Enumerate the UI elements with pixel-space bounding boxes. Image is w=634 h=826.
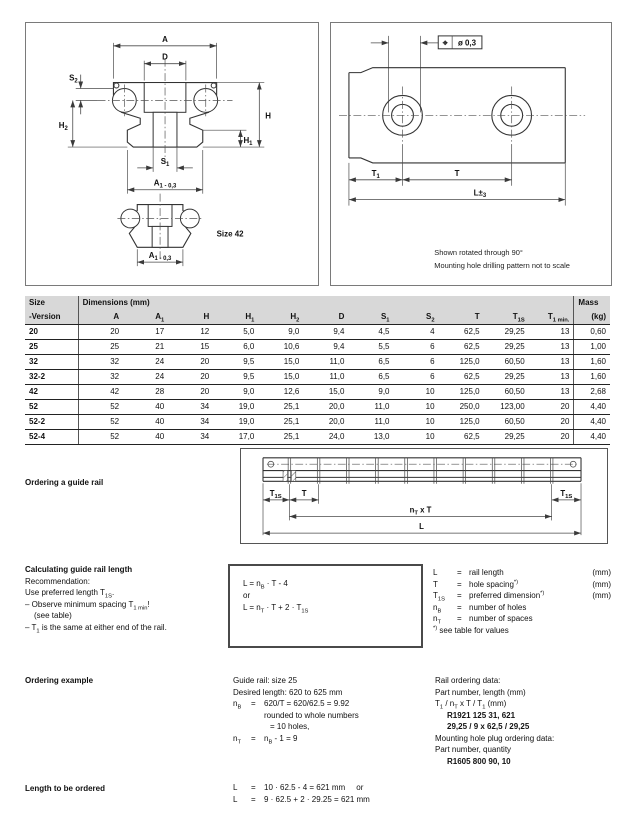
dimension-cell: 6,0 — [213, 340, 258, 355]
dimension-cell: 17,0 — [213, 430, 258, 445]
rail-length-drawing-frame — [240, 448, 608, 544]
dimension-cell: 25,1 — [258, 415, 303, 430]
size-version-cell: 52-4 — [25, 430, 78, 445]
dimension-cell: 6 — [394, 340, 439, 355]
dimension-cell: 9,5 — [213, 370, 258, 385]
dimension-cell: 52 — [78, 415, 123, 430]
calc-section — [25, 564, 227, 633]
dimension-cell: 5,0 — [213, 325, 258, 340]
dimension-cell: 9,0 — [348, 385, 393, 400]
text-line: Mounting hole plug ordering data: — [435, 733, 555, 743]
mass-cell: 1,60 — [574, 370, 610, 385]
formula-line: $L = n_B \cdot T - 4$ — [243, 579, 288, 591]
dim-label-T1S-right: $T_{1S}$ — [560, 488, 573, 500]
dim-label-S2: $S_2$ — [69, 73, 78, 85]
hole-plug-hatch-right — [291, 471, 295, 482]
dimension-cell: 11,0 — [303, 355, 348, 370]
calc-line: Recommendation: — [25, 576, 90, 586]
dimension-cell: 29,25 — [484, 340, 529, 355]
dimension-cell: 123,00 — [484, 400, 529, 415]
dim-label-D: D — [162, 52, 168, 62]
size-version-cell: 52-2 — [25, 415, 78, 430]
column-header: A — [78, 310, 123, 325]
length-lines — [233, 782, 493, 806]
text-line: Desired length: 620 to 625 mm — [233, 687, 343, 697]
dimension-cell: 32 — [78, 355, 123, 370]
dimension-cell: 6 — [394, 355, 439, 370]
dimension-cell: 125,0 — [439, 385, 484, 400]
formula-box — [228, 564, 423, 648]
dim-label-nT-x-T: $n_T$ x T — [409, 505, 432, 517]
dimension-cell: 12 — [168, 325, 213, 340]
text-line: Part number, quantity — [435, 745, 512, 754]
dimension-cell: 60,50 — [484, 385, 529, 400]
table-row — [25, 370, 610, 385]
dimension-cell: 125,0 — [439, 415, 484, 430]
dimension-cell: 13 — [529, 340, 574, 355]
dimension-cell: 25,1 — [258, 430, 303, 445]
table-header-row — [25, 296, 610, 310]
text-line: Guide rail: size 25 — [233, 676, 298, 685]
dimension-cell: 19,0 — [213, 415, 258, 430]
mass-cell: 0,60 — [574, 325, 610, 340]
dimension-cell: 6,5 — [348, 370, 393, 385]
dimension-cell: 10 — [394, 415, 439, 430]
dimension-cell: 20 — [168, 385, 213, 400]
dimension-cell: 24,0 — [303, 430, 348, 445]
hole-pattern-drawing-frame — [330, 22, 612, 286]
cross-section-drawing — [26, 23, 316, 283]
mass-cell: 1,60 — [574, 355, 610, 370]
dimension-cell: 9,0 — [213, 385, 258, 400]
column-header: $S_1$ — [348, 310, 393, 325]
table-body — [25, 325, 610, 445]
dimension-cell: 15,0 — [258, 355, 303, 370]
dimension-cell: 62,5 — [439, 325, 484, 340]
mass-cell: 4,40 — [574, 415, 610, 430]
dimension-cell: 29,25 — [484, 430, 529, 445]
dimension-cell: 11,0 — [348, 415, 393, 430]
text-line: R1921 125 31, 621 — [447, 710, 516, 720]
size-version-cell: 20 — [25, 325, 78, 340]
size-version-cell: 32 — [25, 355, 78, 370]
dimension-cell: 10,6 — [258, 340, 303, 355]
dimension-cell: 20 — [168, 355, 213, 370]
dimension-cell: 32 — [78, 370, 123, 385]
dimension-cell: 62,5 — [439, 370, 484, 385]
drawing-note-2: Mounting hole drilling pattern not to scale — [434, 261, 570, 271]
mass-cell: 2,68 — [574, 385, 610, 400]
legend-footnote: *) see table for values — [433, 625, 509, 635]
mass-header: Mass — [574, 296, 610, 310]
dimension-cell: 10 — [394, 385, 439, 400]
size-version-cell: 25 — [25, 340, 78, 355]
text-line: 29,25 / 9 x 62,5 / 29,25 — [447, 722, 530, 731]
table-row — [25, 340, 610, 355]
text-line: L = 9 · 62.5 + 2 · 29.25 = 621 mm — [233, 795, 370, 804]
dimension-cell: 125,0 — [439, 355, 484, 370]
text-line: $n_B$ = 620/T = 620/62.5 = 9.92 — [233, 699, 350, 711]
text-line: rounded to whole numbers — [264, 710, 359, 720]
dimension-cell: 10 — [394, 430, 439, 445]
dimension-cell: 13,0 — [348, 430, 393, 445]
table-row — [25, 385, 610, 400]
dimension-cell: 4,5 — [348, 325, 393, 340]
calc-line: Use preferred length $T_{1S}$. — [25, 588, 115, 600]
text-line: $T_1 / n_T$ x T / $T_1$ (mm) — [435, 699, 507, 711]
size-version-cell: 52 — [25, 400, 78, 415]
wire-left — [114, 83, 119, 88]
text-line: $n_T$ = $n_B - 1 = 9$ — [233, 733, 298, 746]
wire-right — [211, 83, 216, 88]
dimension-cell: 13 — [529, 355, 574, 370]
text-line: L = 10 · 62.5 - 4 = 621 mm or — [233, 783, 364, 792]
dimension-cell: 52 — [78, 430, 123, 445]
dimension-cell: 29,25 — [484, 370, 529, 385]
legend-row: $n_B$ = number of holes — [433, 602, 527, 615]
mass-cell: 4,40 — [574, 430, 610, 445]
dimensions-table — [25, 296, 610, 445]
size-version-cell: 42 — [25, 385, 78, 400]
column-header: D — [303, 310, 348, 325]
rail-side-view — [263, 458, 581, 481]
dimension-cell: 29,25 — [484, 325, 529, 340]
dimension-cell: 20,0 — [303, 415, 348, 430]
dimension-cell: 24 — [123, 355, 168, 370]
dimension-cell: 62,5 — [439, 340, 484, 355]
legend — [433, 567, 611, 637]
legend-rows — [433, 567, 611, 625]
dim-label-T1: $T_1$ — [371, 168, 380, 180]
dim-label-rail-L: L — [419, 522, 424, 532]
column-header: $H_1$ — [213, 310, 258, 325]
dim-label-L: L±3 — [473, 188, 487, 200]
dimensions-header: Dimensions (mm) — [78, 296, 574, 310]
formula-line: or — [243, 591, 251, 600]
dimension-cell: 20 — [529, 415, 574, 430]
hole-pattern-drawing — [331, 23, 609, 283]
dimension-cell: 10 — [394, 400, 439, 415]
mass-cell: 1,00 — [574, 340, 610, 355]
column-header: $T_{1S}$ — [484, 310, 529, 325]
column-header: H — [168, 310, 213, 325]
dimension-cell: 15 — [168, 340, 213, 355]
dim-label-A1: $A_{1 - 0,3}$ — [153, 178, 177, 190]
column-header: $A_1$ — [123, 310, 168, 325]
section-title-length-ordered: Length to be ordered — [25, 784, 105, 793]
legend-row: L = rail length (mm) — [433, 568, 611, 577]
dimension-cell: 11,0 — [303, 370, 348, 385]
size-version-cell: 32-2 — [25, 370, 78, 385]
dimension-cell: 28 — [123, 385, 168, 400]
dim-label-T1S-left: $T_{1S}$ — [269, 488, 282, 500]
cross-section-drawing-frame — [25, 22, 319, 286]
dimension-cell: 12,6 — [258, 385, 303, 400]
dimension-cell: 60,50 — [484, 355, 529, 370]
position-tolerance-icon: ⌖ — [442, 37, 448, 48]
dim-label-A1-small: $A_{1 - 0,3}$ — [148, 251, 172, 263]
dimension-cell: 25 — [78, 340, 123, 355]
legend-row: T = hole spacing*) (mm) — [433, 578, 611, 589]
dim-label-H: H — [265, 111, 272, 121]
dimension-cell: 11,0 — [348, 400, 393, 415]
mass-unit-subheader: (kg) — [574, 310, 610, 325]
dimension-cell: 4 — [394, 325, 439, 340]
dim-label-rail-T: T — [301, 488, 307, 498]
column-header: $H_2$ — [258, 310, 303, 325]
size-note: Size 42 — [216, 229, 244, 239]
dim-label-H1: $H_1$ — [243, 136, 253, 148]
size-header: Size — [25, 296, 78, 310]
text-line: = 10 holes, — [270, 722, 310, 731]
table-row — [25, 355, 610, 370]
dimension-cell: 52 — [78, 400, 123, 415]
dimension-cell: 34 — [168, 415, 213, 430]
dim-label-H2: $H_2$ — [58, 121, 68, 133]
section-title-ordering-rail: Ordering a guide rail — [25, 478, 104, 487]
mass-cell: 4,40 — [574, 400, 610, 415]
rail-length-drawing — [241, 449, 604, 540]
dimension-cell: 17 — [123, 325, 168, 340]
dimension-cell: 9,4 — [303, 340, 348, 355]
dimension-cell: 40 — [123, 400, 168, 415]
dimension-cell: 13 — [529, 370, 574, 385]
dimension-cell: 42 — [78, 385, 123, 400]
dimension-cell: 24 — [123, 370, 168, 385]
legend-row: $n_T$ = number of spaces — [433, 614, 533, 626]
table-columns-row — [25, 310, 610, 325]
column-header: $S_2$ — [394, 310, 439, 325]
column-header: $T_{1 min.}$ — [529, 310, 574, 325]
dim-label-A: A — [162, 34, 168, 44]
example-mid — [233, 675, 433, 744]
table-row — [25, 400, 610, 415]
dimension-cell: 9,4 — [303, 325, 348, 340]
dimension-cell: 40 — [123, 430, 168, 445]
dimension-cell: 60,50 — [484, 415, 529, 430]
dimension-cell: 15,0 — [303, 385, 348, 400]
dimension-cell: 13 — [529, 385, 574, 400]
dimension-cell: 5,5 — [348, 340, 393, 355]
text-line: Rail ordering data: — [435, 676, 501, 685]
dimension-cell: 19,0 — [213, 400, 258, 415]
dimension-cell: 62,5 — [439, 430, 484, 445]
dimension-cell: 40 — [123, 415, 168, 430]
dimension-cell: 15,0 — [258, 370, 303, 385]
dimension-cell: 34 — [168, 430, 213, 445]
example-right — [435, 675, 615, 767]
dimension-cell: 250,0 — [439, 400, 484, 415]
dimension-cell: 9,5 — [213, 355, 258, 370]
calc-bullet: – $T_1$ is the same at either end of the rail. — [25, 622, 167, 635]
table-row — [25, 325, 610, 340]
dimension-cell: 9,0 — [258, 325, 303, 340]
drawing-note-1: Shown rotated through 90° — [434, 248, 523, 258]
dim-label-S1: $S_1$ — [160, 156, 170, 168]
dimension-cell: 20 — [168, 370, 213, 385]
tolerance-value: ø 0,3 — [457, 38, 477, 48]
dimension-cell: 20 — [78, 325, 123, 340]
text-line: R1605 800 90, 10 — [447, 756, 511, 766]
table-row — [25, 430, 610, 445]
section-title-calc: Calculating guide rail length — [25, 565, 133, 574]
dimension-cell: 6,5 — [348, 355, 393, 370]
calc-bullet: – Observe minimum spacing $T_{1 min}$! — [25, 599, 150, 612]
formula-line: $L = n_T \cdot T + 2 \cdot T_{1S}$ — [243, 603, 309, 615]
table-row — [25, 415, 610, 430]
dimension-cell: 20 — [529, 430, 574, 445]
dimension-cell: 20 — [529, 400, 574, 415]
column-header: T — [439, 310, 484, 325]
calc-bullet-cont: (see table) — [34, 611, 72, 620]
dimension-cell: 13 — [529, 325, 574, 340]
text-line: Part number, length (mm) — [435, 687, 526, 697]
dim-label-T: T — [454, 168, 460, 178]
dimension-cell: 6 — [394, 370, 439, 385]
dimension-cell: 34 — [168, 400, 213, 415]
dimension-cell: 25,1 — [258, 400, 303, 415]
section-title-ordering-example: Ordering example — [25, 676, 94, 685]
hole-plug-hatch-left — [283, 471, 287, 482]
size-version-subheader: -Version — [25, 310, 78, 325]
dimension-cell: 20,0 — [303, 400, 348, 415]
dimension-cell: 21 — [123, 340, 168, 355]
legend-row: $T_{1S}$ = preferred dimension*) (mm) — [433, 590, 611, 603]
